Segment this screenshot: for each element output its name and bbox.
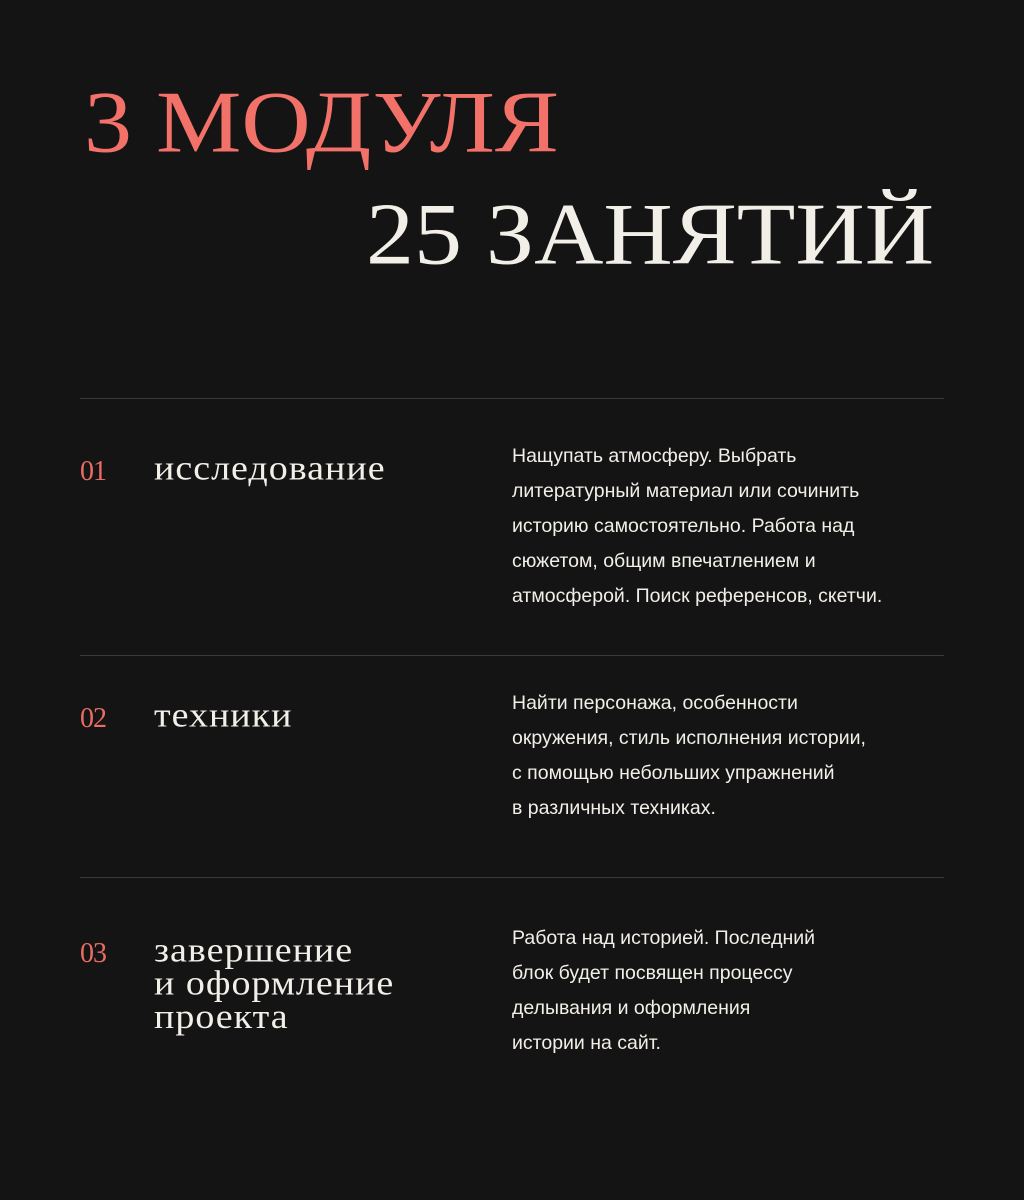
divider-lower (80, 877, 944, 878)
lessons-count-heading: 25 ЗАНЯТИЙ (366, 184, 935, 283)
module-title: исследование (154, 449, 386, 488)
module-description: Найти персонажа, особенности окружения, стиль исполнения истории, с помощью небольших упражнений в различных техниках. (512, 692, 866, 819)
modules-count-heading: 3 МОДУЛЯ (84, 72, 559, 171)
module-number: 01 (80, 456, 106, 487)
module-description: Нащупать атмосферу. Выбрать литературный материал или сочинить историю самостоятельно. Работа над сюжетом, общим впечатлением и атмосферой. Поиск референсов, скетчи. (512, 445, 883, 607)
divider-top (80, 398, 944, 399)
module-number: 03 (80, 938, 106, 969)
module-title: завершение и оформление проекта (154, 931, 395, 1037)
module-title: техники (154, 696, 293, 735)
divider-middle (80, 655, 944, 656)
module-description: Работа над историей. Последний блок будет посвящен процессу делывания и оформления истории на сайт. (512, 927, 816, 1054)
module-number: 02 (80, 703, 106, 734)
